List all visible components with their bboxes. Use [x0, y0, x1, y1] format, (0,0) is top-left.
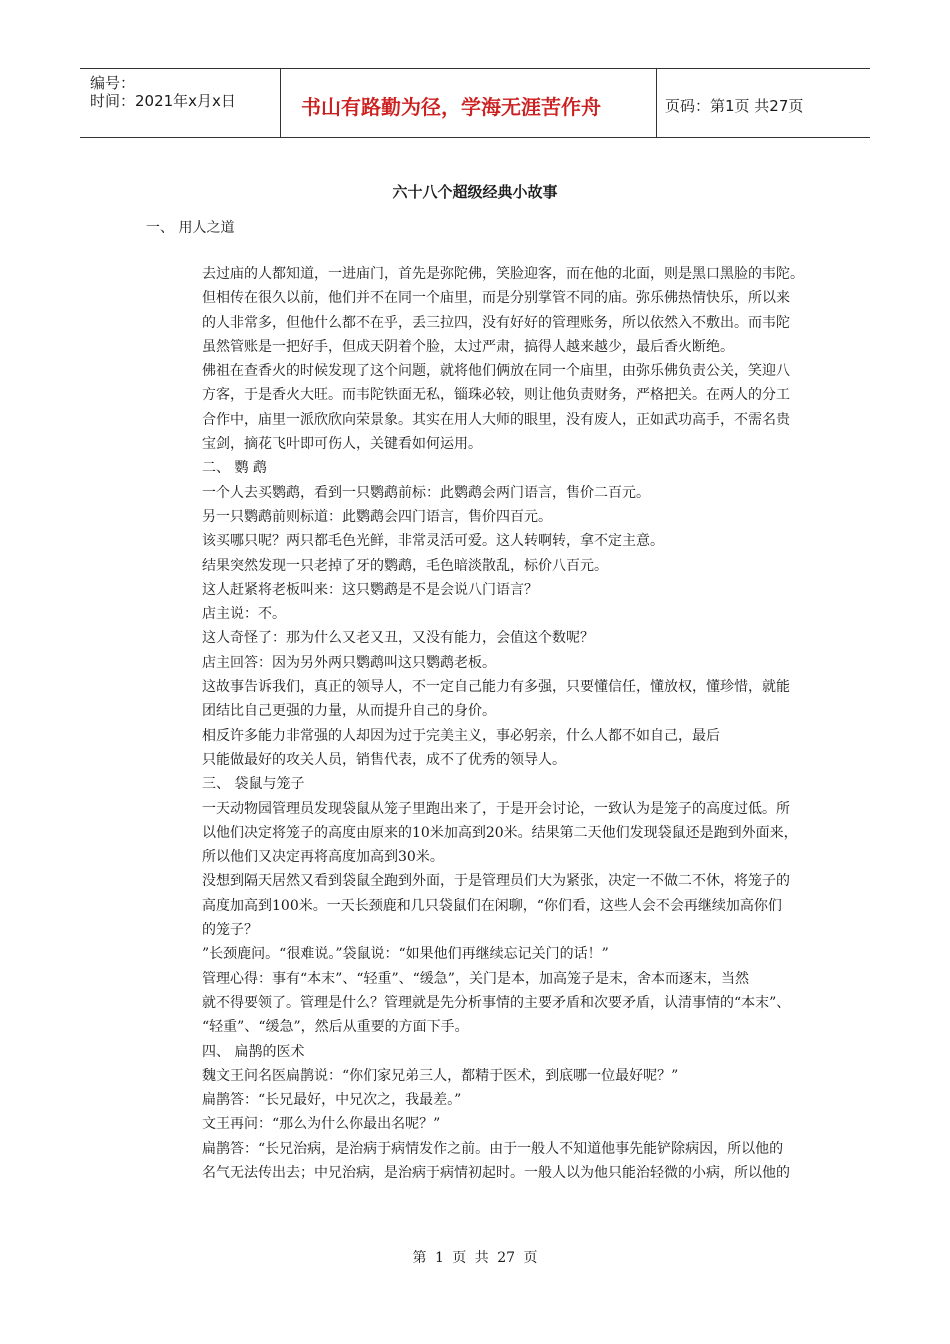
- body-line: 以他们决定将笼子的高度由原来的10米加高到20米。结果第二天他们发现袋鼠还是跑到外面来，: [202, 824, 798, 841]
- section-heading: 一、 用人之道: [146, 220, 235, 236]
- body-line: 没想到隔天居然又看到袋鼠全跑到外面，于是管理员们大为紧张，决定一不做二不休，将笼子的: [202, 873, 790, 890]
- body-line: ”长颈鹿问。“很难说。”袋鼠说：“如果他们再继续忘记关门的话！”: [202, 946, 609, 963]
- body-line: 另一只鹦鹉前则标道：此鹦鹉会四门语言，售价四百元。: [202, 508, 552, 525]
- document-date: 时间：2021年x月x日: [90, 92, 236, 110]
- header-page-cell: [657, 69, 870, 137]
- body-line: 的人非常多，但他什么都不在乎，丢三拉四，没有好好的管理账务，所以依然入不敷出。而韦陀: [202, 314, 790, 331]
- body-line: 扁鹊答：“长兄治病，是治病于病情发作之前。由于一般人不知道他事先能铲除病因，所以他的: [202, 1140, 784, 1157]
- header-page-number: 页码：第1页 共27页: [665, 97, 804, 115]
- body-line: 结果突然发现一只老掉了牙的鹦鹉，毛色暗淡散乱，标价八百元。: [202, 557, 608, 574]
- body-line: 四、 扁鹊的医术: [202, 1043, 305, 1060]
- body-line: 但相传在很久以前，他们并不在同一个庙里，而是分别掌管不同的庙。弥乐佛热情快乐，所以来: [202, 290, 790, 307]
- body-line: 管理心得：事有“本末”、“轻重”、“缓急”，关门是本，加高笼子是末，舍本而逐末，当然: [202, 970, 749, 987]
- document-body: [202, 262, 814, 1185]
- body-line: 只能做最好的攻关人员，销售代表，成不了优秀的领导人。: [202, 751, 566, 768]
- body-line: 店主说：不。: [202, 606, 286, 623]
- body-line: 去过庙的人都知道，一进庙门，首先是弥陀佛，笑脸迎客，而在他的北面，则是黑口黑脸的韦陀。: [202, 266, 804, 282]
- body-line: 宝剑，摘花飞叶即可伤人，关键看如何运用。: [202, 436, 482, 453]
- body-line: 三、 袋鼠与笼子: [202, 776, 305, 793]
- body-line: 这人赶紧将老板叫来：这只鹦鹉是不是会说八门语言？: [202, 581, 538, 598]
- header-meta-cell: [80, 69, 281, 137]
- document-title: 六十八个超级经典小故事: [392, 183, 558, 201]
- body-line: 一个人去买鹦鹉，看到一只鹦鹉前标：此鹦鹉会两门语言，售价二百元。: [202, 484, 650, 501]
- body-line: 所以他们又决定再将高度加高到30米。: [202, 849, 444, 866]
- body-line: 名气无法传出去；中兄治病，是治病于病情初起时。一般人以为他只能治轻微的小病，所以他的: [202, 1164, 790, 1181]
- body-line: 文王再问：“那么为什么你最出名呢？”: [202, 1116, 441, 1133]
- header-motto: 书山有路勤为径，学海无涯苦作舟: [301, 95, 601, 119]
- body-line: 扁鹊答：“长兄最好，中兄次之，我最差。”: [202, 1092, 462, 1109]
- page-footer: 第 1 页 共 27 页: [412, 1250, 538, 1266]
- body-line: “轻重”、“缓急”，然后从重要的方面下手。: [202, 1019, 469, 1036]
- page-header: [80, 68, 870, 138]
- body-line: 佛祖在查香火的时候发现了这个问题，就将他们俩放在同一个庙里，由弥乐佛负责公关，笑迎八: [202, 363, 790, 380]
- body-line: 方客，于是香火大旺。而韦陀铁面无私，锱珠必较，则让他负责财务，严格把关。在两人的分工: [202, 387, 790, 404]
- body-line: 虽然管账是一把好手，但成天阴着个脸，太过严肃，搞得人越来越少，最后香火断绝。: [202, 338, 734, 355]
- body-line: 高度加高到100米。一天长颈鹿和几只袋鼠们在闲聊，“你们看，这些人会不会再继续加高你们: [202, 897, 782, 914]
- document-number-label: 编号：: [90, 74, 136, 92]
- body-line: 店主回答：因为另外两只鹦鹉叫这只鹦鹉老板。: [202, 654, 496, 671]
- body-line: 该买哪只呢？两只都毛色光鲜，非常灵活可爱。这人转啊转，拿不定主意。: [202, 533, 664, 550]
- body-line: 一天动物园管理员发现袋鼠从笼子里跑出来了，于是开会讨论，一致认为是笼子的高度过低。所: [202, 800, 790, 817]
- body-line: 就不得要领了。管理是什么？管理就是先分析事情的主要矛盾和次要矛盾，认清事情的“本末”、: [202, 994, 791, 1011]
- body-line: 这人奇怪了：那为什么又老又丑，又没有能力，会值这个数呢？: [202, 630, 594, 647]
- body-line: 这故事告诉我们，真正的领导人，不一定自己能力有多强，只要懂信任，懂放权，懂珍惜，就能: [202, 679, 790, 696]
- header-motto-cell: [281, 69, 657, 137]
- body-line: 魏文王问名医扁鹊说：“你们家兄弟三人，都精于医术，到底哪一位最好呢？”: [202, 1067, 679, 1084]
- body-line: 团结比自己更强的力量，从而提升自己的身价。: [202, 703, 496, 720]
- body-line: 合作中，庙里一派欣欣向荣景象。其实在用人大师的眼里，没有废人，正如武功高手，不需名贵: [202, 411, 790, 428]
- body-line: 相反许多能力非常强的人却因为过于完美主义，事必躬亲，什么人都不如自己，最后: [202, 727, 720, 744]
- body-line: 的笼子？: [202, 922, 258, 939]
- body-line: 二、 鹦 鹉: [202, 460, 267, 477]
